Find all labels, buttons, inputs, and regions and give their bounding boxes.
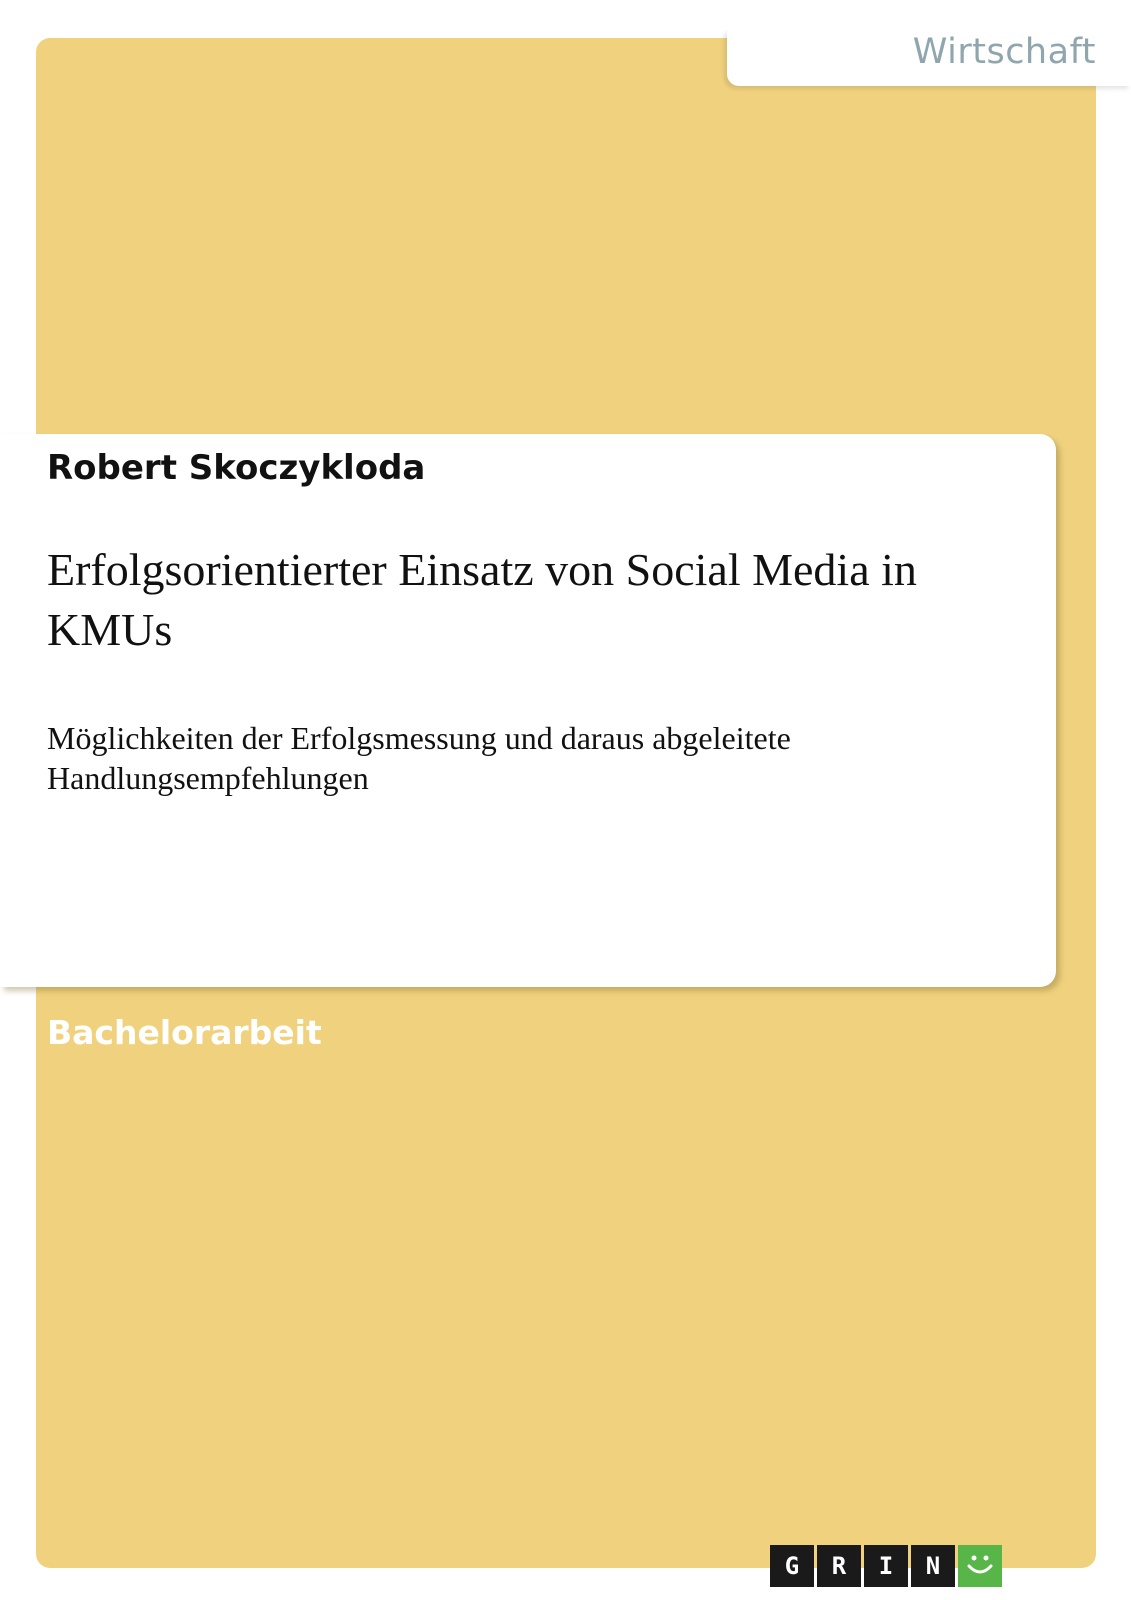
logo-letter-i: I (864, 1545, 908, 1587)
smiley-icon (958, 1545, 1002, 1587)
publisher-logo (770, 1545, 1002, 1587)
logo-letter-r: R (817, 1545, 861, 1587)
category-label: Wirtschaft (912, 32, 1096, 72)
logo-letter-n: N (911, 1545, 955, 1587)
logo-letter-g: G (770, 1545, 814, 1587)
document-type: Bachelorarbeit (47, 1013, 322, 1052)
author-name: Robert Skoczykloda (47, 448, 426, 488)
book-title: Erfolgsorientierter Einsatz von Social Media in KMUs (47, 544, 917, 655)
book-subtitle: Möglichkeiten der Erfolgsmessung und daraus abgeleitete Handlungsempfehlungen (47, 720, 791, 796)
title-card (0, 434, 1056, 987)
